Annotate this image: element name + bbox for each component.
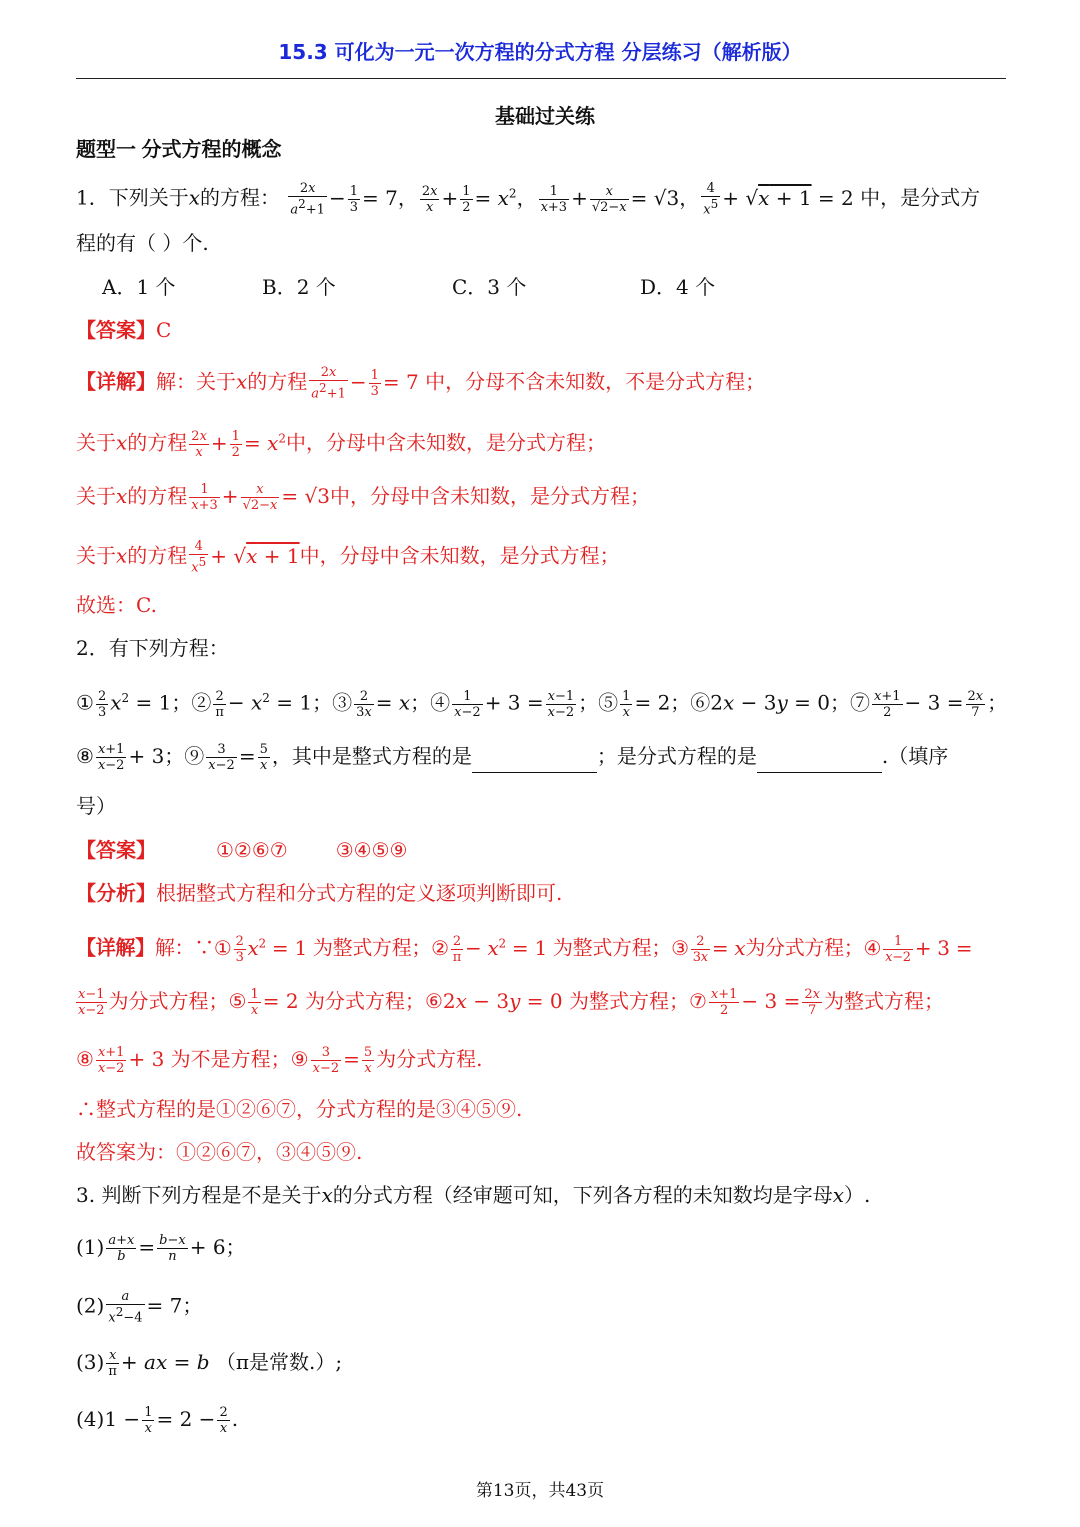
q1-detail-text: 的方程 xyxy=(127,543,188,568)
q1-detail-text: 的方程 xyxy=(247,369,308,394)
q2-detail-1: 【详解】解：∵① $\frac{2}{3}$ $x^2 = 1$ 为整式方程；② $\frac{2}{\pi}$ − $x^2 = 1$ 为整式方程；③ $\frac{2}{3x}$ = x为分式方程；④ $\frac{1}{x-2}$ + 3 = xyxy=(76,933,973,965)
q2-detail-label: 【详解】 xyxy=(76,935,155,960)
q1-stem-a: 1．下列关于 xyxy=(76,185,189,210)
page-number: 第13页，共43页 xyxy=(475,1481,605,1501)
q3-item-label: (4) xyxy=(76,1407,105,1431)
q2-detail-text: 为整式方程； xyxy=(568,989,689,1013)
q2-detail-text: 为分式方程. xyxy=(376,1047,483,1071)
q3-item-3-note: （π是常数.）; xyxy=(215,1350,343,1374)
q1-stem-cont: 程的有（ ）个. xyxy=(76,231,209,255)
header-divider xyxy=(76,78,1006,79)
q3-stem-text: 3. 判断下列方程是不是关于 xyxy=(76,1183,322,1207)
q2-detail-text: 解：∵ xyxy=(154,935,214,960)
q1-detail-3: 关于x的方程 $\frac{1}{x+3}$ + $\frac{x}{√2-x}$ = √3中，分母中含未知数，是分式方程； xyxy=(76,482,650,513)
q2-stem-text: ；是分式方程的是 xyxy=(596,744,757,768)
q2-stem-text: ，其中是整式方程的是 xyxy=(271,744,472,768)
q2-final: 故答案为：①②⑥⑦，③④⑤⑨. xyxy=(76,1140,363,1164)
q2-detail-text: 为不是方程； xyxy=(170,1047,291,1071)
q3-item-3: (3) $\frac{x}{\pi}$ + ax = b （π是常数.）; xyxy=(76,1348,343,1379)
q1-answer xyxy=(76,315,1006,345)
q3-stem: 3. 判断下列方程是不是关于x的分式方程（经审题可知，下列各方程的未知数均是字母x）. xyxy=(76,1183,871,1207)
q1-detail-text: 的方程 xyxy=(127,430,188,455)
q2-equations-2: ⑧ $\frac{x+1}{x-2}$ + 3；⑨ $\frac{3}{x-2}$ = $\frac{5}{x}$ ，其中是整式方程的是 ；是分式方程的是 .（填序 xyxy=(76,742,949,773)
q2-stem-end: 号） xyxy=(76,794,116,818)
q2-detail-text: 为分式方程； xyxy=(304,989,425,1013)
q1-answer-value: C xyxy=(156,318,172,342)
section-title: 基础过关练 xyxy=(495,104,595,128)
q1-detail-2: 关于x的方程 $\frac{2x}{x}$ + $\frac{1}{2}$ = $x^2$中，分母中含未知数，是分式方程； xyxy=(76,428,606,460)
q3-item-2: (2) $\frac{a}{x^2-4}$ = 7； xyxy=(76,1289,203,1326)
q3-stem-text: 的分式方程（经审题可知，下列各方程的未知数均是字母 xyxy=(332,1183,833,1207)
q1-options xyxy=(102,272,1032,302)
q1-option-c: C．3 个 xyxy=(452,275,527,299)
document-title: 15.3 可化为一元一次方程的分式方程 分层练习（解析版） xyxy=(278,40,802,64)
type1-heading: 题型一 分式方程的概念 xyxy=(76,139,282,161)
q1-stem xyxy=(76,178,1006,217)
q1-stem-b: 的方程： xyxy=(200,185,281,210)
q2-detail-text: 为整式方程； xyxy=(824,989,944,1013)
q1-detail-text: 关于 xyxy=(76,543,116,568)
q1-detail-text: 中，分母中含未知数，是分式方程； xyxy=(329,484,650,508)
q3-item-label: (2) xyxy=(76,1293,105,1318)
q3-item-label: (1) xyxy=(76,1235,105,1259)
q1-detail-text: 中，分母中含未知数，是分式方程； xyxy=(299,543,620,568)
q2-analysis xyxy=(76,878,1006,908)
q2-analysis-text: 根据整式方程和分式方程的定义逐项判断即可. xyxy=(156,881,563,905)
q1-detail-text: 关于 xyxy=(76,430,116,455)
q1-detail-text: 中，分母中含未知数，是分式方程； xyxy=(286,430,606,455)
q2-analysis-label: 【分析】 xyxy=(76,881,156,905)
q1-detail-text: 的方程 xyxy=(127,484,188,508)
q3-item-1: (1) $\frac{a+x}{b}$ = $\frac{b-x}{n}$ + 6； xyxy=(76,1233,246,1264)
q1-stem-c: 中，是分式方 xyxy=(860,185,981,210)
q2-answer-2: ③④⑤⑨ xyxy=(335,838,408,862)
q1-option-a: A．1 个 xyxy=(102,275,176,299)
q1-detail-text: 解：关于 xyxy=(156,369,236,394)
q3-item-4: (4)1 − $\frac{1}{x}$ = 2 − $\frac{2}{x}$ . xyxy=(76,1405,239,1436)
q1-option-b: B．2 个 xyxy=(262,275,336,299)
q1-answer-label: 【答案】 xyxy=(76,318,156,342)
q2-detail-text: 为整式方程； xyxy=(312,935,432,960)
q2-detail-3: ⑧ $\frac{x+1}{x-2}$ + 3 为不是方程；⑨ $\frac{3}{x-2}$ = $\frac{5}{x}$ 为分式方程. xyxy=(76,1045,483,1076)
q1-detail-text: 关于 xyxy=(76,484,116,508)
q2-detail-2: $\frac{x-1}{x-2}$ 为分式方程；⑤ $\frac{1}{x}$ = 2 为分式方程；⑥2x − 3y = 0 为整式方程；⑦ $\frac{x+1}{2}$ − 3 = $\frac{2x}{7}$ 为整式方程； xyxy=(78,987,944,1018)
q2-equations-1: ① $\frac{2}{3}$ $x^2 = 1$；② $\frac{2}{\pi}$ − $x^2 = 1$；③ $\frac{2}{3x}$ = x；④ $\frac{1}{x-2}$ + 3 = $\frac{x-1}{x-2}$ ；⑤ $\frac{1}{x}$ = 2；⑥2x − 3y = 0；⑦ $\frac{x+1}{2}$ − 3 = $\frac{2x}{7}$ ； xyxy=(76,688,1008,720)
q2-stem-text: .（填序 xyxy=(881,744,949,768)
q2-detail-text: 为整式方程； xyxy=(552,935,672,960)
q3-item-label: (3) xyxy=(76,1350,105,1374)
q1-detail-1: 【详解】解：关于x的方程 $\frac{2x}{a^2+1}$ − $\frac{1}{3}$ = 7 中，分母不含未知数，不是分式方程； xyxy=(76,365,766,402)
q1-detail-text: 中，分母不含未知数，不是分式方程； xyxy=(425,369,766,394)
blank-integral[interactable] xyxy=(472,752,597,773)
q1-detail-4: 关于x的方程 $\frac{4}{x^5}$ + √x + 1中，分母中含未知数，是分式方程； xyxy=(76,539,620,576)
q1-option-d: D．4 个 xyxy=(640,275,716,299)
q2-answer xyxy=(76,835,1006,865)
var-x: x xyxy=(188,185,201,210)
blank-fractional[interactable] xyxy=(757,752,882,773)
q1-equations: $\frac{2x}{a^2+1}$ − $\frac{1}{3}$ = 7， $\frac{2x}{x}$ + $\frac{1}{2}$ = $x^2$， $\frac{1}{x+3}$ + $\frac{x}{√2-x}$ = √3， $\frac{4}{x^5}$ + √x + 1 = 2 xyxy=(290,180,861,218)
q2-detail-text: 为分式方程； xyxy=(108,989,229,1013)
q1-detail-label: 【详解】 xyxy=(76,369,156,394)
q2-therefore: ∴整式方程的是①②⑥⑦，分式方程的是③④⑤⑨. xyxy=(76,1097,523,1121)
q2-detail-text: 为分式方程； xyxy=(745,935,864,960)
q2-answer-label: 【答案】 xyxy=(76,838,156,862)
q2-answer-1: ①②⑥⑦ xyxy=(216,838,288,862)
q1-conclusion: 故选：C. xyxy=(76,593,157,617)
q3-stem-text: ）. xyxy=(844,1183,871,1207)
q2-stem: 2．有下列方程： xyxy=(76,636,229,660)
